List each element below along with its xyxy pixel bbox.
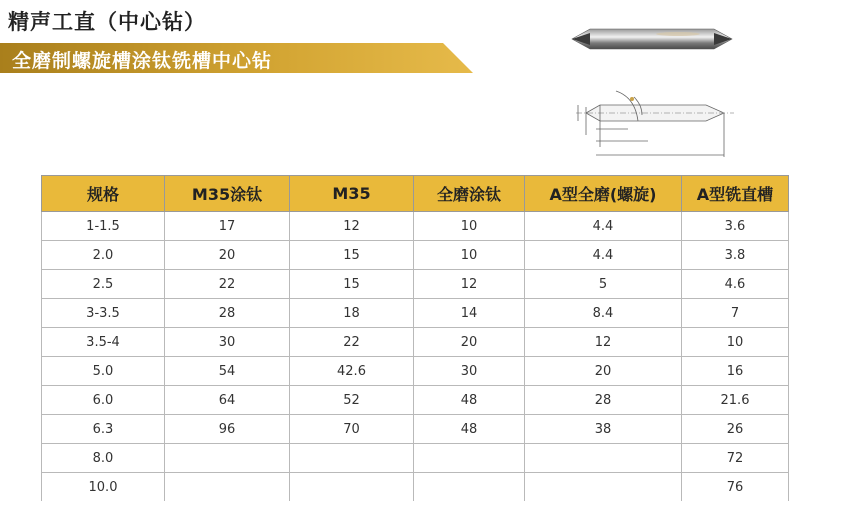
table-cell: 20: [165, 241, 290, 270]
table-header-row: [42, 176, 789, 212]
table-row: [42, 357, 789, 386]
table-cell: [414, 444, 525, 473]
table-cell: [290, 473, 414, 502]
technical-drawing: [566, 85, 738, 163]
table-cell: 17: [165, 212, 290, 241]
table-cell: 26: [682, 415, 789, 444]
table-row: [42, 328, 789, 357]
table-cell: 12: [290, 212, 414, 241]
table-cell: 15: [290, 241, 414, 270]
table-row: [42, 415, 789, 444]
center-drill-image: [568, 5, 738, 75]
table-cell: 14: [414, 299, 525, 328]
table-cell: 6.3: [42, 415, 165, 444]
table-cell: 3.8: [682, 241, 789, 270]
table-cell: 8.0: [42, 444, 165, 473]
table-cell: 20: [414, 328, 525, 357]
table-cell: 72: [682, 444, 789, 473]
table-cell: 22: [290, 328, 414, 357]
table-cell: 4.4: [525, 241, 682, 270]
table-cell: 3.5-4: [42, 328, 165, 357]
banner-subtitle: 全磨制螺旋槽涂钛铣槽中心钻: [12, 50, 273, 72]
subtitle-banner: [0, 43, 473, 73]
table-cell: 28: [165, 299, 290, 328]
table-cell: 20: [525, 357, 682, 386]
table-cell: 48: [414, 386, 525, 415]
table-cell: 15: [290, 270, 414, 299]
table-row: [42, 270, 789, 299]
table-cell: 16: [682, 357, 789, 386]
table-cell: 5.0: [42, 357, 165, 386]
table-cell: 28: [525, 386, 682, 415]
table-cell: 30: [165, 328, 290, 357]
column-header: M35涂钛: [165, 176, 290, 212]
column-header: A型铣直槽: [682, 176, 789, 212]
table-cell: 5: [525, 270, 682, 299]
table-cell: 38: [525, 415, 682, 444]
spec-table: [41, 175, 789, 501]
table-row: [42, 386, 789, 415]
table-cell: 4.6: [682, 270, 789, 299]
table-cell: 10: [414, 212, 525, 241]
table-cell: 3.6: [682, 212, 789, 241]
column-header: 全磨涂钛: [414, 176, 525, 212]
table-cell: 1-1.5: [42, 212, 165, 241]
table-cell: 48: [414, 415, 525, 444]
table-row: [42, 241, 789, 270]
table-cell: 96: [165, 415, 290, 444]
table-cell: 22: [165, 270, 290, 299]
table-cell: 12: [525, 328, 682, 357]
angle-marker-icon: [630, 97, 634, 101]
table-cell: [414, 473, 525, 502]
table-cell: 10: [414, 241, 525, 270]
table-row: [42, 212, 789, 241]
table-cell: [290, 444, 414, 473]
table-cell: 7: [682, 299, 789, 328]
column-header: M35: [290, 176, 414, 212]
table-cell: 2.5: [42, 270, 165, 299]
table-cell: [525, 444, 682, 473]
page-title: 精声工直（中心钻）: [8, 10, 206, 34]
table-cell: [165, 444, 290, 473]
table-row: [42, 444, 789, 473]
table-cell: 10.0: [42, 473, 165, 502]
table-cell: 18: [290, 299, 414, 328]
table-cell: 2.0: [42, 241, 165, 270]
table-row: [42, 473, 789, 502]
table-cell: 21.6: [682, 386, 789, 415]
table-cell: 6.0: [42, 386, 165, 415]
column-header: 规格: [42, 176, 165, 212]
table-cell: 30: [414, 357, 525, 386]
table-row: [42, 299, 789, 328]
table-cell: 76: [682, 473, 789, 502]
table-cell: [165, 473, 290, 502]
table-cell: 42.6: [290, 357, 414, 386]
table-cell: 10: [682, 328, 789, 357]
table-cell: 64: [165, 386, 290, 415]
table-cell: 54: [165, 357, 290, 386]
column-header: A型全磨(螺旋): [525, 176, 682, 212]
table-cell: 12: [414, 270, 525, 299]
table-cell: 70: [290, 415, 414, 444]
table-cell: [525, 473, 682, 502]
table-cell: 8.4: [525, 299, 682, 328]
table-cell: 3-3.5: [42, 299, 165, 328]
table-cell: 52: [290, 386, 414, 415]
table-cell: 4.4: [525, 212, 682, 241]
